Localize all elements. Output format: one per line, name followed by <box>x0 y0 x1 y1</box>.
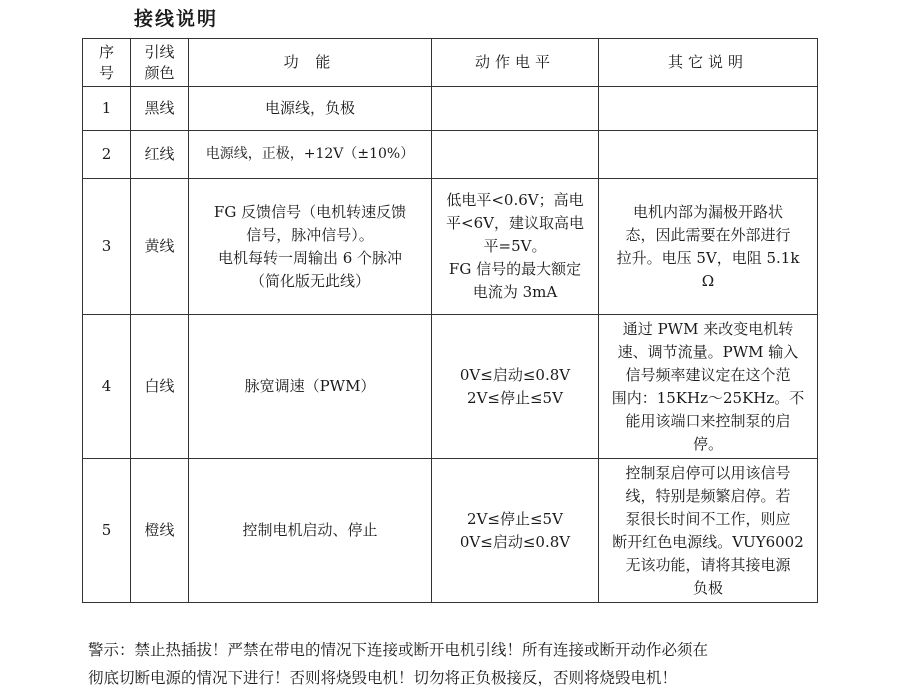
warning-line: 警示：禁止热插拔！严禁在带电的情况下连接或断开电机引线！所有连接或断开动作必须在 <box>88 641 709 659</box>
header-level-label: 动作电平 <box>474 53 555 71</box>
table-row <box>83 87 818 131</box>
cell-index: 2 <box>83 131 131 179</box>
cell-color: 黄线 <box>131 179 189 315</box>
cell-level <box>432 179 599 315</box>
table-header-row <box>83 39 818 87</box>
cell-function <box>189 459 432 603</box>
level-line: 2V≤停止≤5V <box>467 388 563 407</box>
cell-notes <box>599 179 818 315</box>
function-line: （简化版无此线） <box>249 271 370 290</box>
notes-line: 无该功能，请将其接电源 <box>625 555 791 574</box>
cell-index: 4 <box>83 315 131 459</box>
notes-line: 拉升。电压 5V，电阻 5.1k <box>616 248 800 267</box>
level-line: 电流为 3mA <box>472 283 558 301</box>
notes-line: 控制泵启停可以用该信号 <box>625 463 791 482</box>
notes-line: 信号频率建议定在这个范 <box>625 365 791 384</box>
function-line: 脉宽调速（PWM） <box>244 377 376 395</box>
cell-index: 1 <box>83 87 131 131</box>
header-notes <box>599 39 818 87</box>
header-function <box>189 39 432 87</box>
warning-line: 彻底切断电源的情况下进行！否则将烧毁电机！切勿将正负极接反，否则将烧毁电机！ <box>88 669 678 687</box>
notes-line: 泵很长时间不工作，则应 <box>625 509 791 528</box>
cell-level <box>432 87 599 131</box>
notes-line: 态，因此需要在外部进行 <box>625 225 791 244</box>
wiring-table <box>82 38 818 603</box>
cell-function <box>189 179 432 315</box>
notes-line: 停。 <box>692 434 723 453</box>
cell-index: 3 <box>83 179 131 315</box>
cell-level <box>432 315 599 459</box>
table-row <box>83 131 818 179</box>
header-color <box>131 39 189 87</box>
cell-notes <box>599 459 818 603</box>
table-row <box>83 179 818 315</box>
cell-notes <box>599 131 818 179</box>
function-line: 电源线，负极 <box>264 99 355 117</box>
level-line: 平<6V，建议取高电 <box>446 214 584 232</box>
cell-function <box>189 87 432 131</box>
cell-notes <box>599 315 818 459</box>
notes-line: 负极 <box>692 578 723 597</box>
function-line: FG 反馈信号（电机转速反馈 <box>213 202 407 221</box>
header-function-label: 功 能 <box>283 53 337 71</box>
table-row <box>83 315 818 459</box>
header-index-line: 号 <box>98 63 114 82</box>
function-line: 信号，脉冲信号）。 <box>246 225 374 244</box>
notes-line: 速、调节流量。PWM 输入 <box>617 342 799 361</box>
level-line: 低电平<0.6V；高电 <box>446 191 584 209</box>
function-line: 电机每转一周输出 6 个脉冲 <box>217 248 403 267</box>
table-row <box>83 459 818 603</box>
notes-line: 能用该端口来控制泵的启 <box>625 411 791 430</box>
cell-function <box>189 315 432 459</box>
level-line: FG 信号的最大额定 <box>448 260 582 278</box>
cell-color: 白线 <box>131 315 189 459</box>
notes-line: Ω <box>701 271 715 290</box>
level-line: 平=5V。 <box>483 237 547 255</box>
header-color-line: 引线 <box>144 42 175 61</box>
notes-line: 断开红色电源线。VUY6002 <box>612 532 804 551</box>
notes-line: 线，特别是频繁启停。若 <box>625 486 791 505</box>
cell-level <box>432 459 599 603</box>
header-level <box>432 39 599 87</box>
header-color-line: 颜色 <box>144 63 175 82</box>
level-line: 2V≤停止≤5V <box>467 509 563 528</box>
cell-function <box>189 131 432 179</box>
cell-color: 黑线 <box>131 87 189 131</box>
cell-color: 橙线 <box>131 459 189 603</box>
header-notes-label: 其它说明 <box>667 53 748 71</box>
notes-line: 电机内部为漏极开路状 <box>632 202 783 221</box>
cell-notes <box>599 87 818 131</box>
level-line: 0V≤启动≤0.8V <box>459 532 571 551</box>
level-line: 0V≤启动≤0.8V <box>459 365 571 384</box>
header-index <box>83 39 131 87</box>
notes-line: 围内：15KHz～25KHz。不 <box>611 388 805 407</box>
cell-level <box>432 131 599 179</box>
cell-color: 红线 <box>131 131 189 179</box>
header-index-line: 序 <box>98 42 114 61</box>
function-line: 电源线，正极，+12V（±10%） <box>205 146 415 162</box>
warning-note <box>88 636 828 692</box>
cell-index: 5 <box>83 459 131 603</box>
notes-line: 通过 PWM 来改变电机转 <box>622 319 794 338</box>
function-line: 控制电机启动、停止 <box>242 521 378 539</box>
page-title: 接线说明 <box>134 8 219 30</box>
